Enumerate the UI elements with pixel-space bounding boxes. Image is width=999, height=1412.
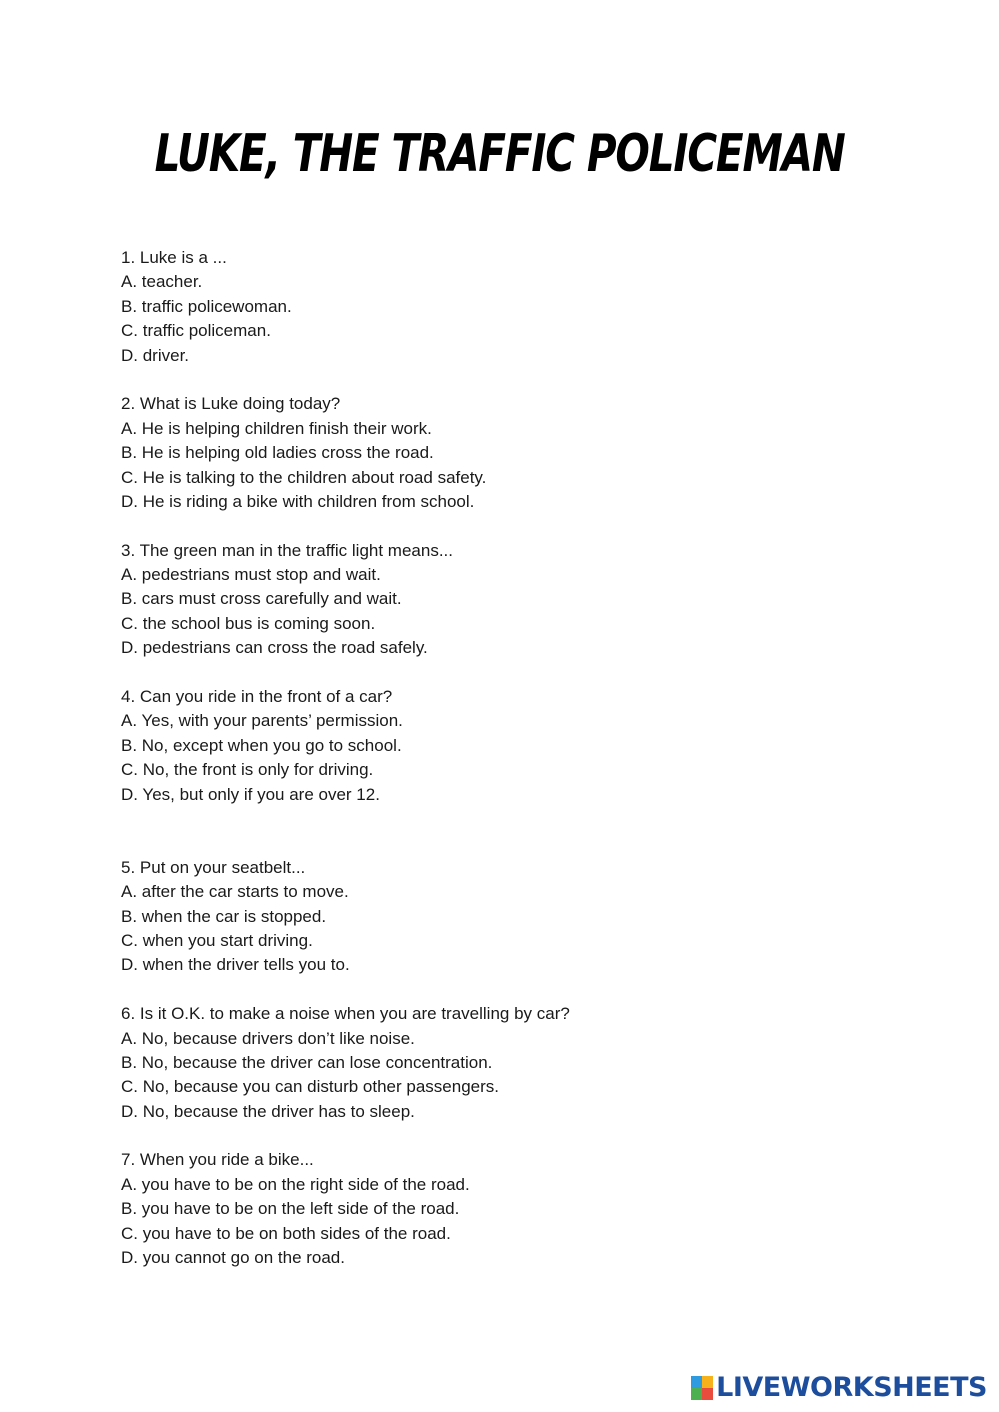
question-3-option-b: B. cars must cross carefully and wait. (121, 589, 402, 609)
question-3-option-d: D. pedestrians can cross the road safely. (121, 638, 428, 658)
question-2-text: 2. What is Luke doing today? (121, 394, 341, 414)
question-6-text: 6. Is it O.K. to make a noise when you are travelling by car? (121, 1004, 570, 1024)
question-5-option-c: C. when you start driving. (121, 930, 313, 950)
question-6-option-c: C. No, because you can disturb other passengers. (121, 1077, 499, 1097)
question-7-option-a: A. you have to be on the right side of the road. (121, 1174, 470, 1194)
question-4-text: 4. Can you ride in the front of a car? (121, 687, 393, 707)
question-2 (121, 392, 881, 514)
spacer (121, 807, 881, 856)
question-4 (121, 685, 881, 807)
question-5-option-b: B. when the car is stopped. (121, 906, 327, 926)
spacer (121, 368, 881, 392)
question-1-option-a: A. teacher. (121, 272, 203, 292)
question-5 (121, 856, 881, 978)
question-7-option-d: D. you cannot go on the road. (121, 1248, 345, 1268)
question-4-option-a: A. Yes, with your parents’ permission. (121, 711, 403, 731)
question-5-option-a: A. after the car starts to move. (121, 882, 349, 902)
spacer (121, 1124, 881, 1148)
question-3-option-a: A. pedestrians must stop and wait. (121, 565, 381, 585)
question-7-text: 7. When you ride a bike... (121, 1150, 314, 1170)
question-7-option-c: C. you have to be on both sides of the road. (121, 1223, 451, 1243)
liveworksheets-logo-icon (691, 1376, 713, 1400)
question-1-option-b: B. traffic policewoman. (121, 296, 292, 316)
question-2-option-d: D. He is riding a bike with children from school. (121, 491, 475, 511)
logo-text: LIVEWORKSHEETS (716, 1372, 987, 1403)
question-6-option-d: D. No, because the driver has to sleep. (121, 1101, 415, 1121)
spacer (121, 661, 881, 685)
question-4-option-c: C. No, the front is only for driving. (121, 760, 374, 780)
question-5-option-d: D. when the driver tells you to. (121, 955, 350, 975)
question-2-option-c: C. He is talking to the children about road safety. (121, 467, 487, 487)
question-4-option-d: D. Yes, but only if you are over 12. (121, 784, 380, 804)
question-3-option-c: C. the school bus is coming soon. (121, 613, 376, 633)
question-6-option-a: A. No, because drivers don’t like noise. (121, 1028, 415, 1048)
question-2-option-a: A. He is helping children finish their work. (121, 418, 432, 438)
question-6-option-b: B. No, because the driver can lose concentration. (121, 1052, 493, 1072)
spacer (121, 514, 881, 538)
liveworksheets-logo (691, 1370, 987, 1406)
question-7-option-b: B. you have to be on the left side of the road. (121, 1199, 460, 1219)
question-1 (121, 246, 881, 368)
question-2-option-b: B. He is helping old ladies cross the road. (121, 443, 434, 463)
page-title: LUKE, THE TRAFFIC POLICEMAN (154, 124, 845, 184)
question-list (121, 246, 881, 1270)
question-1-option-d: D. driver. (121, 345, 190, 365)
question-3-text: 3. The green man in the traffic light means... (121, 540, 453, 560)
question-5-text: 5. Put on your seatbelt... (121, 857, 306, 877)
question-4-option-b: B. No, except when you go to school. (121, 735, 402, 755)
question-3 (121, 539, 881, 661)
question-1-option-c: C. traffic policeman. (121, 321, 271, 341)
question-1-text: 1. Luke is a ... (121, 248, 227, 267)
question-6 (121, 1002, 881, 1124)
question-7 (121, 1148, 881, 1270)
spacer (121, 978, 881, 1002)
